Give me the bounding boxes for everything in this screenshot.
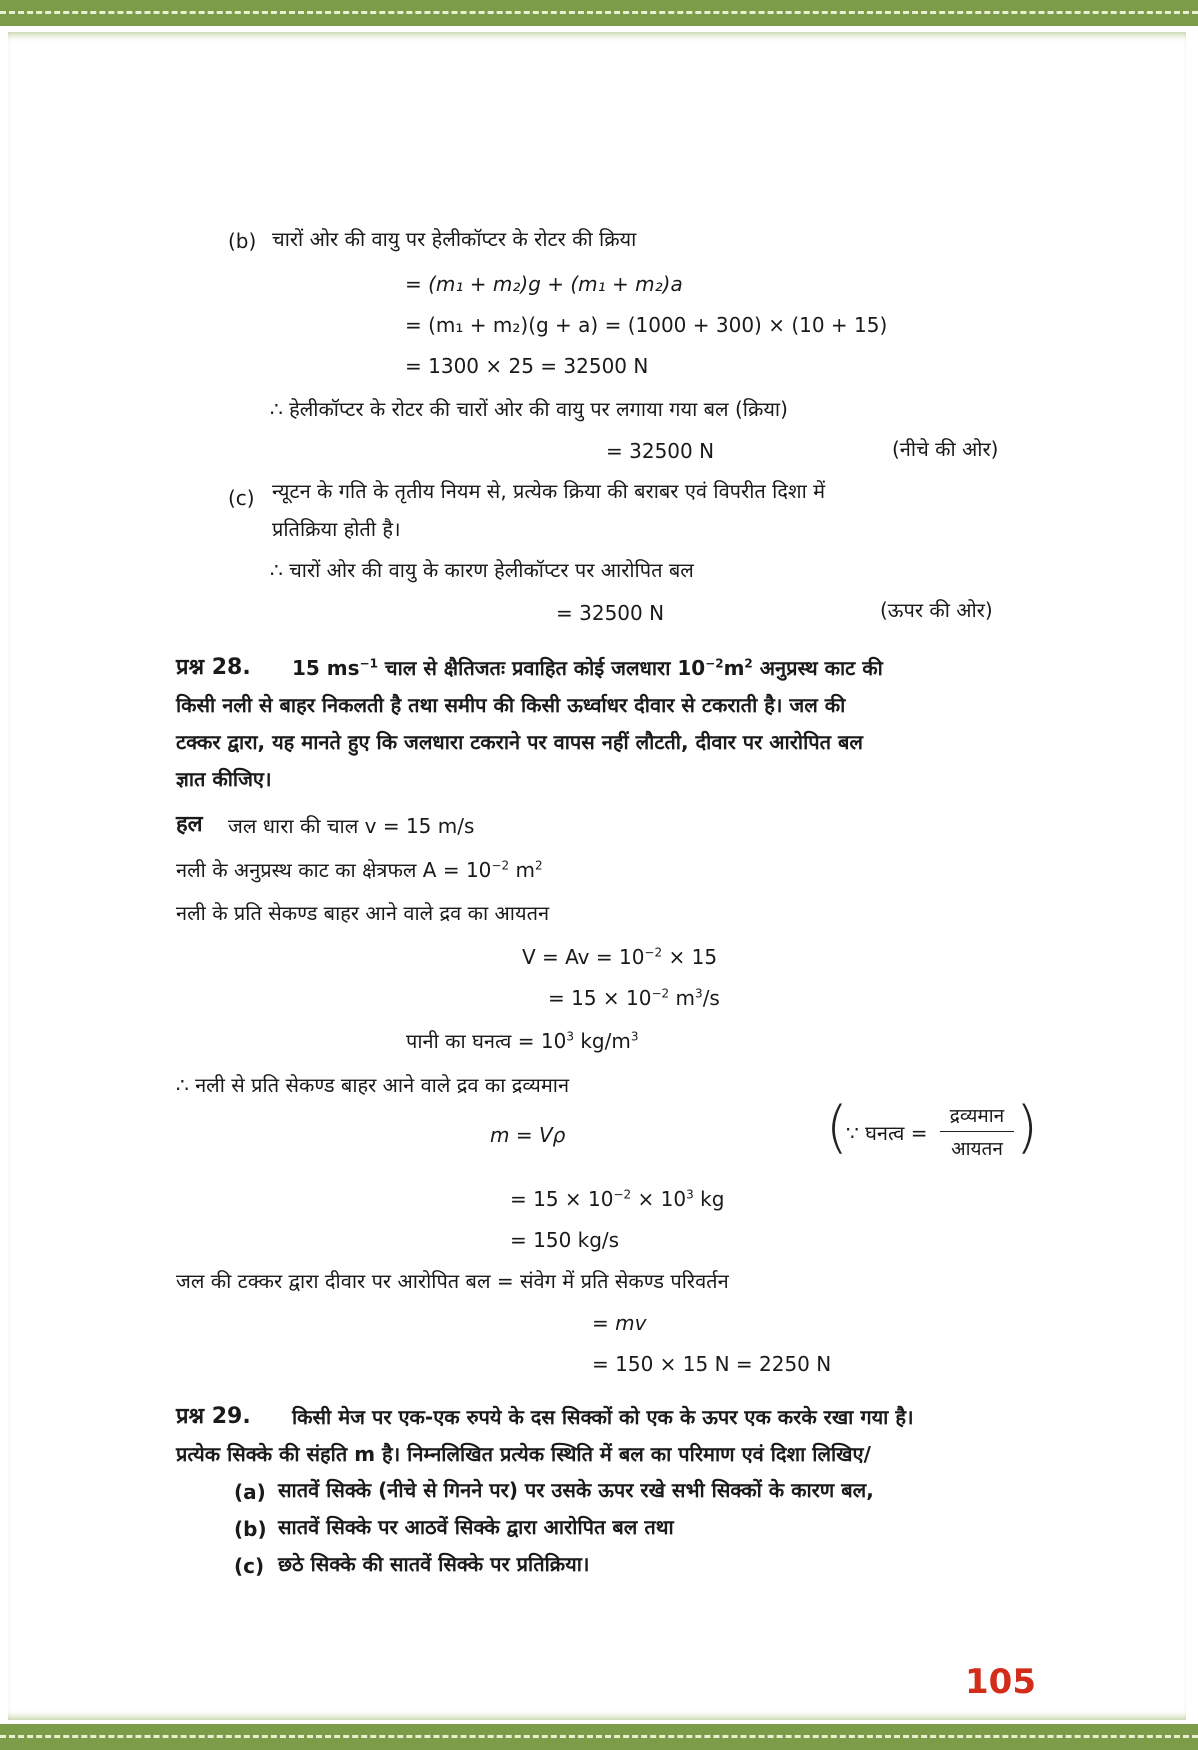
speed-line: जल धारा की चाल v = 15 m/s: [228, 814, 475, 838]
part-c-line2: प्रतिक्रिया होती है।: [272, 517, 401, 541]
fraction-denominator: आयतन: [951, 1138, 1003, 1160]
q28-line3: टक्कर द्वारा, यह मानते हुए कि जलधारा टकराने पर वापस नहीं लौटती, दीवार पर आरोपित बल: [176, 730, 863, 754]
bottom-border: [0, 1724, 1198, 1750]
force-eq2: = 150 × 15 N = 2250 N: [592, 1352, 832, 1376]
part-c-result: = 32500 N: [556, 601, 665, 625]
q29-c-label: (c): [234, 1554, 265, 1578]
part-b-eq3: = 1300 × 25 = 32500 N: [405, 354, 649, 378]
part-c-label: (c): [228, 486, 255, 510]
q29-line1: किसी मेज पर एक-एक रुपये के दस सिक्कों को एक के ऊपर एक करके रखा गया है।: [292, 1405, 914, 1429]
q28-line4: ज्ञात कीजिए।: [176, 767, 272, 791]
mass-eq3: = 150 kg/s: [510, 1228, 620, 1252]
area-line: नली के अनुप्रस्थ काट का क्षेत्रफल $A = 10^{-2}$ $m^2$: [176, 858, 543, 882]
close-paren: ): [1016, 1095, 1038, 1160]
part-b-result: = 32500 N: [606, 439, 715, 463]
top-border: [0, 0, 1198, 26]
q29-b-label: (b): [234, 1517, 267, 1541]
q29-label: प्रश्न 29.: [176, 1404, 251, 1429]
volume-text: नली के प्रति सेकण्ड बाहर आने वाले द्रव का आयतन: [176, 901, 550, 925]
q29-a-label: (a): [234, 1480, 266, 1504]
part-b-eq1: = (m₁ + m₂)g + (m₁ + m₂)a: [405, 272, 683, 296]
part-c-line1: न्यूटन के गति के तृतीय नियम से, प्रत्येक क्रिया की बराबर एवं विपरीत दिशा में: [272, 479, 826, 503]
density-line: पानी का घनत्व = $10^3$ $kg/m^3$: [406, 1029, 639, 1053]
part-b-eq2: = (m₁ + m₂)(g + a) = (1000 + 300) × (10 + 15): [405, 313, 888, 337]
fraction-line: [940, 1131, 1014, 1132]
part-b-label: (b): [228, 229, 257, 253]
part-c-therefore: ∴ चारों ओर की वायु के कारण हेलीकॉप्टर पर आरोपित बल: [270, 558, 694, 582]
q28-line2: किसी नली से बाहर निकलती है तथा समीप की किसी ऊर्ध्वाधर दीवार से टकराती है। जल की: [176, 693, 846, 717]
part-b-therefore: ∴ हेलीकॉप्टर के रोटर की चारों ओर की वायु पर लगाया गया बल (क्रिया): [270, 397, 788, 421]
q28-line1: 15 $ms^{-1}$ चाल से क्षैतिजतः प्रवाहित कोई जलधारा $10^{-2}m^2$ अनुप्रस्थ काट की: [292, 656, 883, 680]
mass-eq2: = $15 \times 10^{-2} \times 10^3$ kg: [510, 1187, 725, 1211]
part-b-direction: (नीचे की ओर): [892, 437, 999, 461]
q29-line2: प्रत्येक सिक्के की संहति m है। निम्नलिखित प्रत्येक स्थिति में बल का परिमाण एवं दिशा लिखिए/: [176, 1442, 871, 1466]
q29-a-text: सातवें सिक्के (नीचे से गिनने पर) पर उसके ऊपर रखे सभी सिक्कों के कारण बल,: [278, 1478, 874, 1502]
volume-eq2: = $15 \times 10^{-2}$ $m^3/s$: [548, 986, 720, 1010]
force-eq1: = mv: [592, 1311, 647, 1335]
fraction-numerator: द्रव्यमान: [949, 1105, 1005, 1127]
since-text: ∵ घनत्व =: [846, 1121, 928, 1145]
part-b-text: चारों ओर की वायु पर हेलीकॉप्टर के रोटर की क्रिया: [272, 227, 637, 251]
open-paren: (: [826, 1095, 848, 1160]
q28-label: प्रश्न 28.: [176, 655, 251, 680]
mass-eq: m = Vρ: [490, 1123, 566, 1147]
q29-c-text: छठे सिक्के की सातवें सिक्के पर प्रतिक्रिया।: [278, 1552, 590, 1576]
q29-b-text: सातवें सिक्के पर आठवें सिक्के द्वारा आरोपित बल तथा: [278, 1515, 674, 1539]
density-fraction: [940, 1102, 1014, 1161]
mass-text: ∴ नली से प्रति सेकण्ड बाहर आने वाले द्रव का द्रव्यमान: [176, 1073, 570, 1097]
solution-label: हल: [176, 812, 203, 837]
part-c-direction: (ऊपर की ओर): [880, 598, 993, 622]
force-text: जल की टक्कर द्वारा दीवार पर आरोपित बल = संवेग में प्रति सेकण्ड परिवर्तन: [176, 1269, 729, 1293]
volume-eq1: $V = Av = 10^{-2} \times 15$: [522, 945, 718, 969]
page-number: 105: [965, 1662, 1036, 1702]
